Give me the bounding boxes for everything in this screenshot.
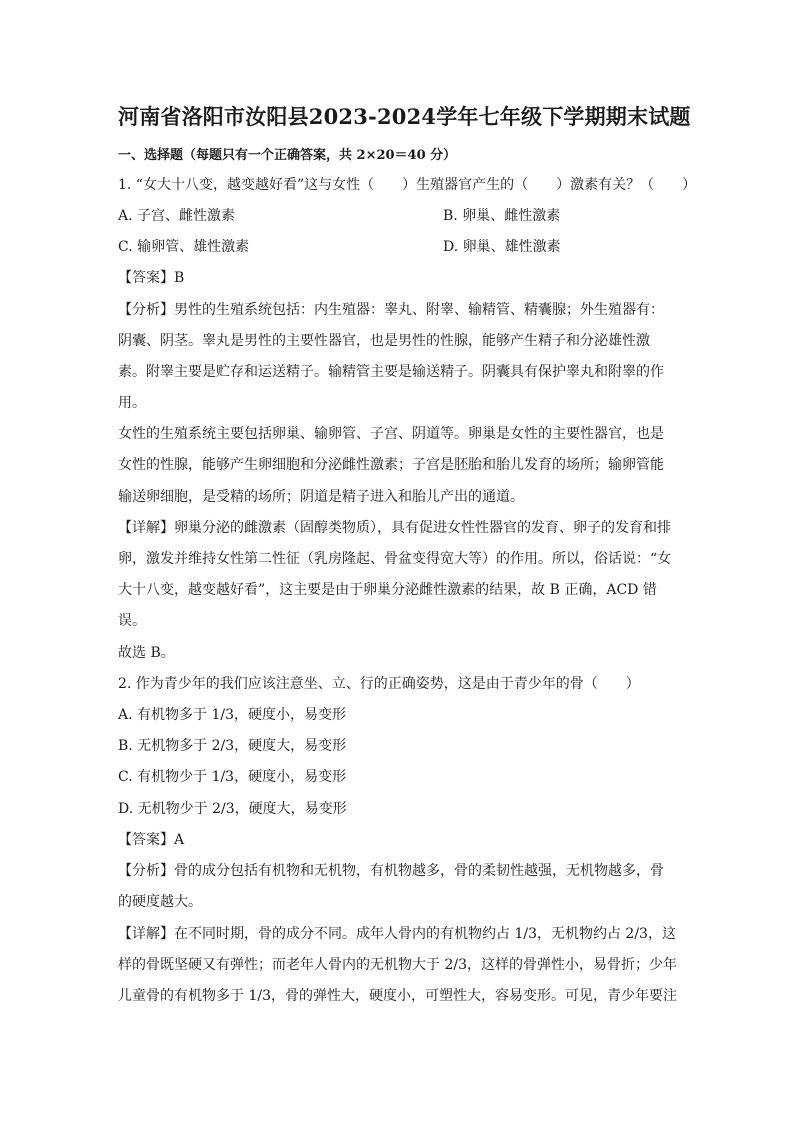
question-1-answer: 【答案】B <box>118 270 185 286</box>
question-1-detail-line: 误。 <box>118 613 146 629</box>
question-2-stem: 2. 作为青少年的我们应该注意坐、立、行的正确姿势，这是由于青少年的骨（ ） <box>118 676 640 692</box>
question-1-analysis-line: 用。 <box>118 395 146 411</box>
question-1-analysis-line: 女性的性腺，能够产生卵细胞和分泌雌性激素；子宫是胚胎和胎儿发育的场所；输卵管能 <box>118 457 664 473</box>
question-1-detail-line: 大十八变，越变越好看”，这主要是由于卵巢分泌雌性激素的结果，故 B 正确，ACD 错 <box>118 582 657 598</box>
question-1-detail-line: 【详解】卵巢分泌的雌激素（固醇类物质），具有促进女性性器官的发育、卵子的发育和排 <box>118 520 671 536</box>
question-1-option-b: B. 卵巢、雌性激素 <box>443 208 561 224</box>
question-1-stem: 1. “女大十八变，越变越好看”这与女性（ ）生殖器官产生的（ ）激素有关？（ ） <box>118 177 697 193</box>
question-2-answer: 【答案】A <box>118 832 185 848</box>
question-2-analysis-line: 的硬度越大。 <box>118 894 202 910</box>
question-1-option-a: A. 子宫、雌性激素 <box>118 208 236 224</box>
question-1-option-d: D. 卵巢、雄性激素 <box>443 239 561 255</box>
question-2-option-c: C. 有机物少于 1/3，硬度小，易变形 <box>118 769 347 785</box>
section-heading: 一、选择题（每题只有一个正确答案，共 2×20＝40 分） <box>118 148 457 163</box>
question-2-option-b: B. 无机物多于 2/3，硬度大，易变形 <box>118 738 347 754</box>
question-2-detail-line: 【详解】在不同时期，骨的成分不同。成年人骨内的有机物约占 1/3，无机物约占 2/3，这 <box>118 926 676 942</box>
question-2-option-d: D. 无机物少于 2/3，硬度大，易变形 <box>118 801 347 817</box>
question-1-analysis-line: 【分析】男性的生殖系统包括：内生殖器：睾丸、附睾、输精管、精囊腺；外生殖器有： <box>118 302 664 318</box>
page-title: 河南省洛阳市汝阳县2023-2024学年七年级下学期期末试题 <box>118 104 691 129</box>
question-2-detail-line: 样的骨既坚硬又有弹性；而老年人骨内的无机物大于 2/3，这样的骨弹性小，易骨折；少年 <box>118 957 677 973</box>
question-1-conclusion: 故选 B。 <box>118 645 175 661</box>
question-2-option-a: A. 有机物多于 1/3，硬度小，易变形 <box>118 707 346 723</box>
question-2-analysis-line: 【分析】骨的成分包括有机物和无机物，有机物越多，骨的柔韧性越强，无机物越多，骨 <box>118 863 664 879</box>
question-2-detail-line: 儿童骨的有机物多于 1/3，骨的弹性大，硬度小，可塑性大，容易变形。可见，青少年要注 <box>118 988 677 1004</box>
question-1-option-c: C. 输卵管、雄性激素 <box>118 239 250 255</box>
question-1-detail-line: 卵，激发并维持女性第二性征（乳房隆起、骨盆变得宽大等）的作用。所以，俗话说：“女 <box>118 551 672 567</box>
question-1-analysis-line: 输送卵细胞，是受精的场所；阴道是精子进入和胎儿产出的通道。 <box>118 489 524 505</box>
question-1-analysis-line: 女性的生殖系统主要包括卵巢、输卵管、子宫、阴道等。卵巢是女性的主要性器官，也是 <box>118 426 664 442</box>
question-1-analysis-line: 阴囊、阴茎。睾丸是男性的主要性器官，也是男性的性腺，能够产生精子和分泌雄性激 <box>118 333 650 349</box>
question-1-analysis-line: 素。附睾主要是贮存和运送精子。输精管主要是输送精子。阴囊具有保护睾丸和附睾的作 <box>118 364 664 380</box>
